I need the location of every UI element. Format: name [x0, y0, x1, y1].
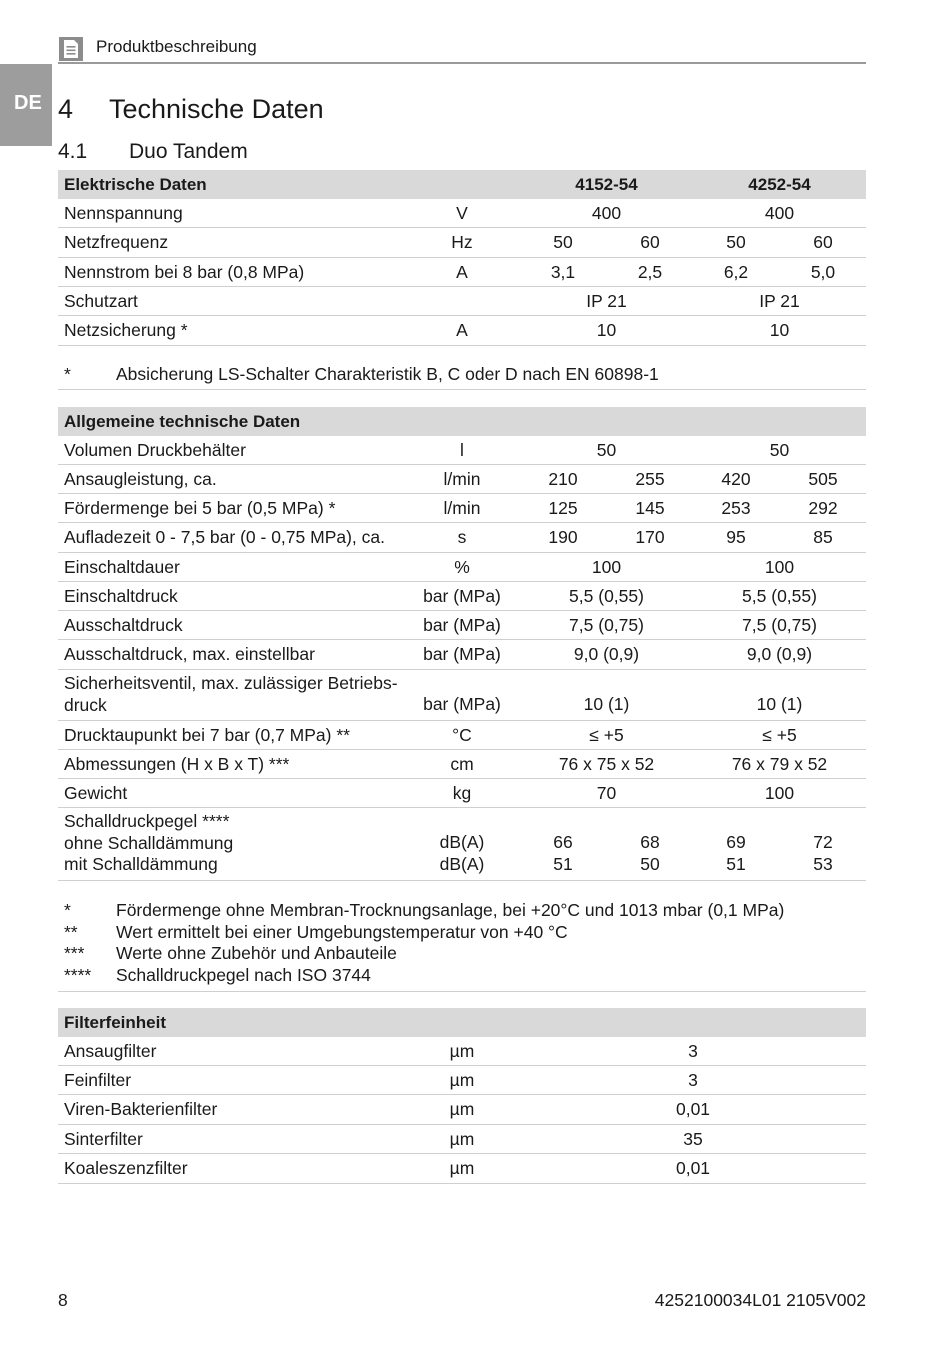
- table-row: [58, 1125, 866, 1154]
- table-row: [58, 640, 866, 670]
- value-line: 72: [813, 832, 833, 852]
- cell-value: 400: [591, 202, 622, 223]
- unit-line: dB(A): [439, 832, 485, 852]
- value-line: 68: [640, 832, 660, 852]
- cell-value: [693, 832, 779, 875]
- cell-value: 292: [808, 497, 838, 518]
- table-title: Allgemeine technische Daten: [64, 411, 301, 431]
- row-unit: l/min: [443, 497, 481, 518]
- row-label: Feinfilter: [64, 1069, 132, 1090]
- row-unit: A: [456, 320, 468, 340]
- cell-value: 255: [635, 468, 665, 489]
- value-line: 66: [553, 832, 573, 852]
- section-number: 4: [58, 94, 74, 124]
- table-row: [58, 750, 866, 779]
- cell-value: 9,0 (0,9): [746, 644, 813, 664]
- row-label: Netzsicherung *: [64, 320, 188, 340]
- footnote: [58, 943, 866, 965]
- cell-value: 420: [721, 468, 751, 489]
- cell-value: 35: [683, 1128, 703, 1149]
- row-unit: µm: [449, 1128, 475, 1149]
- table-header: [58, 170, 866, 199]
- table-row: [58, 611, 866, 640]
- row-label: Nennspannung: [64, 202, 183, 223]
- cell-value: IP 21: [759, 290, 800, 311]
- row-unit: cm: [450, 753, 474, 774]
- footnote-text: Werte ohne Zubehör und Anbauteile: [116, 943, 397, 963]
- row-label: Ausschaltdruck, max. einstellbar: [64, 644, 315, 664]
- cell-value: 10 (1): [583, 694, 630, 714]
- row-label: Koaleszenzfilter: [64, 1158, 188, 1178]
- row-label: Fördermenge bei 5 bar (0,5 MPa) *: [64, 497, 336, 518]
- language-tab: DE: [0, 64, 52, 146]
- row-label: Ansaugleistung, ca.: [64, 468, 217, 489]
- row-unit: s: [457, 527, 467, 547]
- table-row: [58, 228, 866, 258]
- row-unit: µm: [449, 1040, 475, 1061]
- row-unit: A: [456, 261, 468, 282]
- subsection-heading: [58, 140, 248, 164]
- general-data-table: [58, 407, 866, 881]
- cell-value: 0,01: [675, 1099, 711, 1119]
- table-row: [58, 316, 866, 346]
- cell-value: 76 x 79 x 52: [731, 753, 828, 774]
- table-row: [58, 1066, 866, 1095]
- table-row: [58, 258, 866, 287]
- cell-value: 10 (1): [756, 694, 803, 714]
- table-row: [58, 436, 866, 465]
- cell-value: 7,5 (0,75): [742, 614, 817, 635]
- footnote-mark: **: [64, 921, 78, 942]
- section-heading: [58, 94, 324, 125]
- cell-value: 7,5 (0,75): [569, 614, 644, 635]
- cell-value: 0,01: [675, 1158, 711, 1178]
- cell-value: 3: [688, 1040, 698, 1061]
- cell-value: 3,1: [550, 261, 576, 282]
- divider: [58, 991, 866, 992]
- cell-value: 400: [764, 202, 795, 223]
- row-unit: µm: [449, 1099, 475, 1119]
- table-title: Elektrische Daten: [64, 174, 207, 194]
- cell-value: ≤ +5: [589, 724, 624, 745]
- cell-value: 253: [721, 497, 751, 518]
- value-line: 69: [726, 832, 746, 852]
- cell-value: [607, 832, 693, 875]
- cell-value: 60: [640, 232, 660, 252]
- row-label: Viren-Bakterienfilter: [64, 1099, 218, 1119]
- footnotes: [58, 900, 866, 986]
- row-unit: bar (MPa): [423, 585, 501, 606]
- row-label: Ausschaltdruck: [64, 614, 183, 635]
- cell-value: 85: [813, 527, 833, 547]
- row-label: [64, 673, 398, 716]
- row-unit: bar (MPa): [423, 644, 501, 664]
- row-unit: l: [460, 439, 464, 460]
- cell-value: IP 21: [586, 290, 627, 311]
- footnotes: [58, 364, 866, 386]
- cell-value: 100: [764, 556, 795, 577]
- electrical-data-table: [58, 170, 866, 346]
- section-title: Technische Daten: [109, 94, 324, 124]
- row-unit: l/min: [443, 468, 481, 489]
- table-row: [58, 465, 866, 494]
- table-header: [58, 407, 866, 436]
- value-line: 51: [726, 853, 746, 874]
- row-unit: bar (MPa): [423, 694, 501, 714]
- value-line: 53: [813, 853, 833, 874]
- table-row: [58, 523, 866, 553]
- table-row: [58, 1154, 866, 1184]
- footnote-mark: *: [64, 364, 71, 384]
- row-label-line: Sicherheitsventil, max. zulässiger Betriebs-: [64, 673, 398, 693]
- table-row: [58, 1037, 866, 1066]
- footnote: [58, 922, 866, 944]
- footnote: [58, 965, 866, 987]
- table-row: [58, 1095, 866, 1125]
- row-label: Aufladezeit 0 - 7,5 bar (0 - 0,75 MPa), ca.: [64, 527, 385, 547]
- document-number: 4252100034L01 2105V002: [654, 1290, 866, 1310]
- row-unit: µm: [449, 1069, 475, 1090]
- cell-value: 5,5 (0,55): [742, 585, 817, 606]
- cell-value: 76 x 75 x 52: [558, 753, 655, 774]
- cell-value: 125: [548, 497, 578, 518]
- unit-line: dB(A): [439, 853, 485, 874]
- row-label: Ansaugfilter: [64, 1040, 157, 1061]
- footnote-mark: ****: [64, 964, 92, 985]
- cell-value: 50: [596, 439, 617, 460]
- row-label-line: Schalldruckpegel ****: [64, 811, 230, 831]
- cell-value: 50: [769, 439, 790, 460]
- footnote: [58, 900, 866, 922]
- cell-value: 5,0: [810, 261, 836, 282]
- table-row: [58, 670, 866, 721]
- cell-value: 50: [553, 232, 573, 252]
- footnote: [58, 364, 866, 386]
- cell-value: 6,2: [723, 261, 749, 282]
- cell-value: 10: [596, 320, 617, 340]
- cell-value: 10: [769, 320, 790, 340]
- row-label: [64, 811, 233, 876]
- table-header: [58, 1008, 866, 1037]
- cell-value: 190: [548, 527, 578, 547]
- footnote-mark: *: [64, 900, 71, 920]
- cell-value: 145: [635, 497, 665, 518]
- cell-value: 2,5: [637, 261, 663, 282]
- page-number: 8: [58, 1290, 68, 1310]
- model-header: 4152-54: [575, 174, 638, 194]
- cell-value: 60: [813, 232, 833, 252]
- table-row: [58, 779, 866, 808]
- row-unit: V: [456, 202, 468, 223]
- cell-value: [780, 832, 866, 875]
- row-label: Gewicht: [64, 782, 128, 803]
- page-header: [58, 34, 866, 64]
- table-row: [58, 287, 866, 316]
- row-label: Volumen Druckbehälter: [64, 439, 246, 460]
- cell-value: 50: [726, 232, 746, 252]
- cell-value: 3: [688, 1069, 698, 1090]
- value-line: 50: [640, 853, 660, 874]
- cell-value: 100: [764, 782, 795, 803]
- row-unit: bar (MPa): [423, 614, 501, 635]
- filter-table: [58, 1008, 866, 1184]
- cell-value: 100: [591, 556, 622, 577]
- table-row: [58, 721, 866, 750]
- row-label-line: mit Schalldämmung: [64, 854, 218, 874]
- cell-value: [520, 832, 606, 875]
- row-label: Einschaltdruck: [64, 585, 178, 606]
- cell-value: 9,0 (0,9): [573, 644, 640, 664]
- table-row: [58, 199, 866, 228]
- model-header: 4252-54: [748, 174, 811, 194]
- divider: [58, 389, 866, 390]
- row-label: Sinterfilter: [64, 1128, 143, 1149]
- cell-value: 70: [596, 782, 617, 803]
- row-unit: kg: [452, 782, 472, 803]
- row-label-line: druck: [64, 694, 107, 715]
- cell-value: 5,5 (0,55): [569, 585, 644, 606]
- cell-value: 170: [635, 527, 665, 547]
- table-row: [58, 553, 866, 582]
- subsection-title: Duo Tandem: [129, 140, 248, 163]
- document-icon: [58, 36, 84, 62]
- subsection-number: 4.1: [58, 140, 88, 163]
- cell-value: 505: [808, 468, 838, 489]
- table-row: [58, 582, 866, 611]
- header-title: Produktbeschreibung: [96, 37, 257, 56]
- row-unit: °C: [452, 724, 472, 745]
- row-label: Einschaltdauer: [64, 556, 180, 577]
- row-unit: Hz: [451, 232, 473, 252]
- footnote-text: Wert ermittelt bei einer Umgebungstemperatur von +40 °C: [116, 921, 568, 942]
- row-label: Nennstrom bei 8 bar (0,8 MPa): [64, 261, 305, 282]
- footnote-text: Absicherung LS-Schalter Charakteristik B, C oder D nach EN 60898-1: [116, 364, 659, 384]
- row-unit: µm: [449, 1158, 475, 1178]
- cell-value: 210: [548, 468, 578, 489]
- row-label: Netzfrequenz: [64, 232, 169, 252]
- table-row: [58, 808, 866, 881]
- value-line: 51: [553, 853, 573, 874]
- table-title: Filterfeinheit: [64, 1012, 167, 1032]
- cell-value: ≤ +5: [762, 724, 797, 745]
- row-unit: %: [454, 556, 470, 577]
- row-label: Schutzart: [64, 290, 138, 311]
- row-label: Abmessungen (H x B x T) ***: [64, 753, 290, 774]
- footnote-mark: ***: [64, 943, 85, 963]
- cell-value: 95: [726, 527, 746, 547]
- footnote-text: Fördermenge ohne Membran-Trocknungsanlage, bei +20°C und 1013 mbar (0,1 MPa): [116, 900, 785, 920]
- row-unit: [420, 832, 504, 875]
- row-label: Drucktaupunkt bei 7 bar (0,7 MPa) **: [64, 724, 350, 745]
- table-row: [58, 494, 866, 523]
- footnote-text: Schalldruckpegel nach ISO 3744: [116, 964, 371, 985]
- row-label-line: ohne Schalldämmung: [64, 832, 234, 853]
